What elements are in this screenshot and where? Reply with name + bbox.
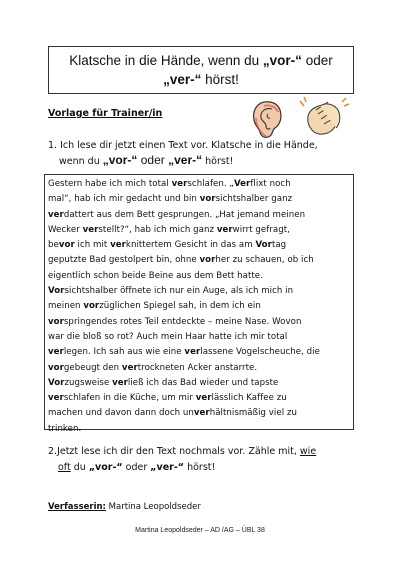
story-text: schlafen in die Küche, um mir bbox=[63, 393, 196, 404]
story-prefix: ver bbox=[110, 240, 126, 251]
clapping-hands-icon bbox=[298, 96, 350, 138]
instruction-2-ver: „ver-“ bbox=[150, 461, 185, 473]
story-prefix: vor bbox=[199, 194, 216, 205]
story-text: machen und davon dann doch un bbox=[48, 408, 194, 419]
story-prefix: ver bbox=[193, 408, 210, 419]
story-text: lassene Vogelscheuche, die bbox=[200, 347, 320, 358]
instruction-1-mid: oder bbox=[137, 153, 169, 167]
story-text: gebeugt den bbox=[63, 362, 122, 373]
story-text: meinen bbox=[48, 301, 84, 312]
story-text: sichtshalber öffnete ich nur ein Auge, als ich mich in bbox=[64, 286, 294, 297]
title-vor: „vor-“ bbox=[262, 53, 302, 68]
story-text: züglichen Spiegel sah, in dem ich ein bbox=[99, 301, 261, 312]
ear-icon bbox=[248, 98, 286, 140]
story-line bbox=[48, 253, 350, 268]
instruction-2-oder: oder bbox=[122, 461, 151, 473]
story-text: ich mit bbox=[74, 240, 111, 251]
story-text: hältnismäßig viel zu bbox=[209, 408, 297, 419]
story-text: sichtshalber ganz bbox=[215, 194, 293, 205]
author-line bbox=[48, 502, 201, 512]
story-prefix: vor bbox=[199, 255, 216, 266]
instruction-2-oft: oft bbox=[58, 461, 71, 473]
story-prefix: ver bbox=[112, 377, 128, 388]
story-text: war die bloß so rot? Auch mein Haar hatte ich mir total bbox=[48, 331, 288, 342]
story-prefix: ver bbox=[121, 362, 138, 373]
story-text: legen. Ich sah aus wie eine bbox=[63, 347, 185, 358]
story-line bbox=[48, 223, 350, 238]
story-prefix: ver bbox=[216, 224, 233, 235]
story-line bbox=[48, 238, 350, 253]
instruction-2-line-1 bbox=[48, 444, 368, 460]
instruction-1-line-1: 1. Ich lese dir jetzt einen Text vor. Klatsche in die Hände, bbox=[48, 140, 318, 151]
story-text: flixt noch bbox=[250, 179, 291, 189]
story-prefix: vor bbox=[48, 362, 64, 373]
story-text: trinken. bbox=[48, 423, 82, 434]
story-text: tag bbox=[271, 240, 287, 251]
story-prefix: ver bbox=[82, 224, 99, 235]
title-box bbox=[48, 46, 354, 94]
story-text: dattert aus dem Bett gesprungen. „Hat jemand meinen bbox=[63, 209, 306, 220]
instruction-1-ver: „ver-“ bbox=[168, 153, 203, 167]
story-line bbox=[48, 345, 350, 360]
footer: Martina Leopoldseder – AD /AG – ÜBL 38 bbox=[135, 527, 265, 534]
story-prefix: ver bbox=[195, 393, 212, 404]
story-line bbox=[48, 315, 350, 330]
story-prefix: vor bbox=[58, 240, 75, 251]
story-prefix: Vor bbox=[255, 240, 272, 251]
story-text: her zu schauen, ob ich bbox=[215, 255, 314, 266]
story-text: knittertem Gesicht in das am bbox=[125, 240, 256, 251]
story-text: mal“, hab ich mir gedacht und bin bbox=[48, 194, 200, 205]
instruction-2 bbox=[48, 444, 368, 475]
story-prefix: Vor bbox=[48, 377, 65, 388]
story-line bbox=[48, 192, 350, 207]
author-name: Martina Leopoldseder bbox=[105, 502, 201, 512]
story-line bbox=[48, 406, 350, 421]
story-prefix: ver bbox=[171, 179, 188, 189]
story-text: zugsweise bbox=[64, 377, 113, 388]
instruction-1-pre: wenn du bbox=[59, 156, 103, 167]
story-text: be bbox=[48, 240, 59, 251]
story-text: wirrt gefragt, bbox=[232, 224, 290, 235]
story-prefix: ver bbox=[48, 347, 64, 358]
story-prefix: Ver bbox=[233, 179, 251, 189]
story-line bbox=[48, 284, 350, 299]
story-line bbox=[48, 299, 350, 314]
story-text: stellt?“, hab ich mich ganz bbox=[98, 224, 217, 235]
story-line bbox=[48, 269, 350, 284]
story-line bbox=[48, 376, 350, 391]
instruction-1 bbox=[48, 138, 368, 169]
story-prefix: ver bbox=[48, 209, 64, 220]
instruction-2-mid: du bbox=[70, 461, 89, 473]
story-text: geputzte Bad gestolpert bin, ohne bbox=[48, 255, 200, 266]
story-line bbox=[48, 422, 350, 437]
story-line bbox=[48, 391, 350, 406]
title-text-2: oder bbox=[301, 53, 333, 68]
story-line bbox=[48, 208, 350, 223]
instruction-1-post: hörst! bbox=[202, 156, 234, 167]
story-prefix: Vor bbox=[48, 286, 65, 297]
story-text: schlafen. „ bbox=[187, 179, 234, 189]
story-prefix: ver bbox=[184, 347, 201, 358]
title-text-1: Klatsche in die Hände, wenn du bbox=[69, 53, 263, 68]
instruction-2-vor: „vor-“ bbox=[88, 461, 123, 473]
story-line bbox=[48, 361, 350, 376]
story-prefix: vor bbox=[48, 316, 64, 327]
story-text: trockneten Acker anstarrte. bbox=[137, 362, 258, 373]
subtitle: Vorlage für Trainer/in bbox=[48, 108, 163, 119]
story-text: springendes rotes Teil entdeckte – meine Nase. Wovon bbox=[63, 316, 302, 327]
story-text: lässlich Kaffee zu bbox=[211, 393, 287, 404]
story-text-box bbox=[44, 174, 354, 434]
story-prefix: ver bbox=[48, 393, 64, 404]
instruction-2-pre: 2.Jetzt lese ich dir den Text nochmals vor. Zähle mit, bbox=[48, 446, 300, 457]
title-ver: „ver-“ bbox=[163, 72, 202, 87]
story-text: Wecker bbox=[48, 224, 83, 235]
instruction-2-post: hörst! bbox=[184, 461, 216, 473]
title-text-3: hörst! bbox=[201, 72, 239, 87]
story-text: eigentlich schon beide Beine aus dem Bett hatte. bbox=[48, 270, 263, 281]
story-text: ließ ich das Bad wieder und tapste bbox=[127, 377, 279, 388]
instruction-2-line-2 bbox=[48, 460, 368, 476]
story-line bbox=[48, 177, 350, 192]
instruction-1-vor: „vor-“ bbox=[102, 153, 138, 167]
author-label: Verfasserin: bbox=[48, 502, 106, 512]
instruction-2-wie: wie bbox=[299, 446, 317, 457]
instruction-1-line-2 bbox=[48, 153, 368, 169]
story-text: Gestern habe ich mich total bbox=[48, 179, 172, 189]
story-prefix: vor bbox=[83, 301, 100, 312]
story-line bbox=[48, 330, 350, 345]
